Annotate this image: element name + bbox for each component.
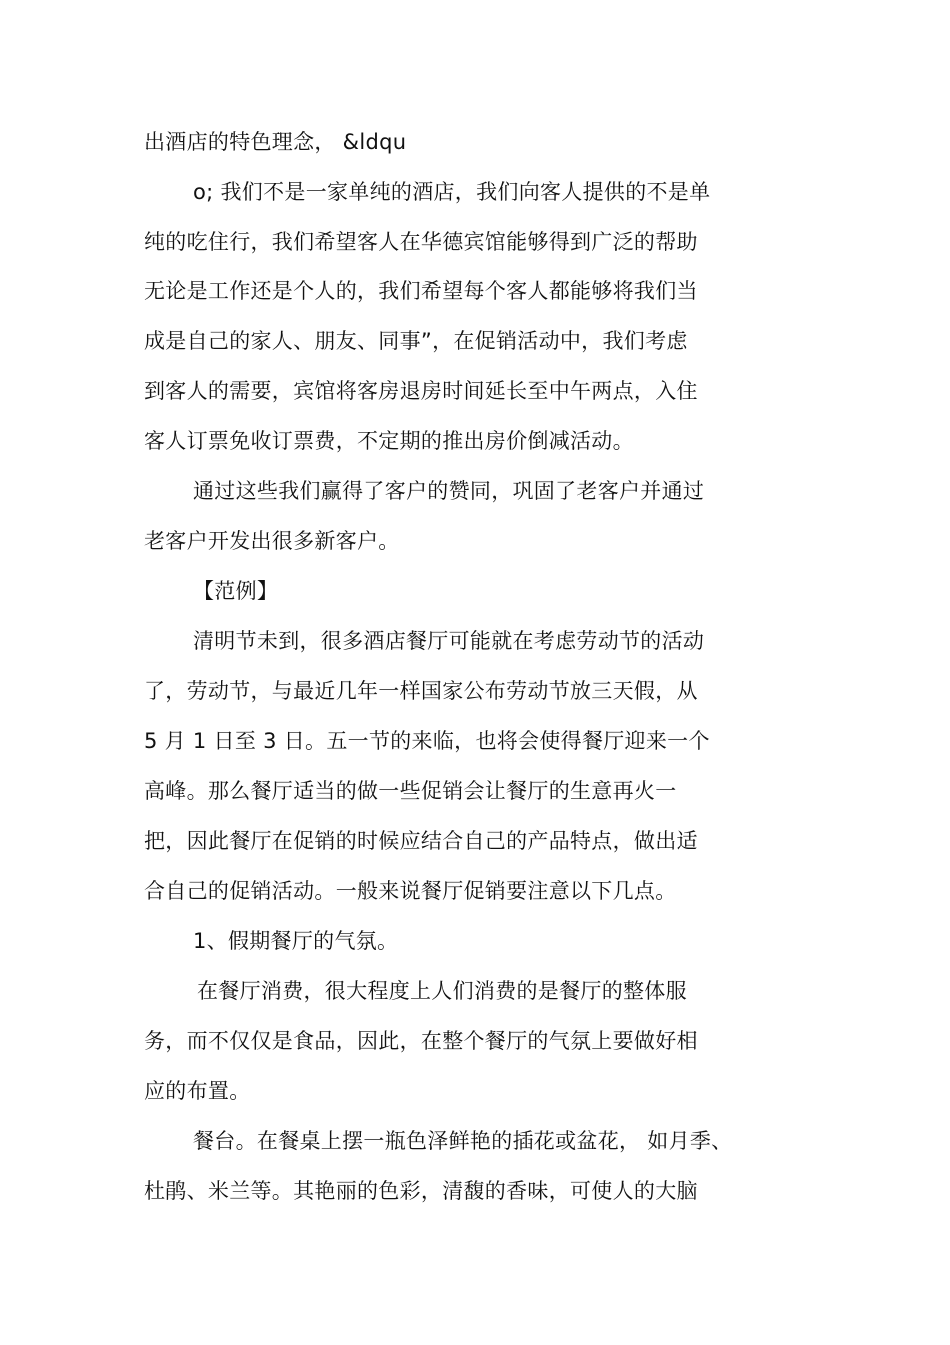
text-line: 老客户开发出很多新客户。 xyxy=(144,529,400,553)
text-line: 无论是工作还是个人的，我们希望每个客人都能够将我们当 xyxy=(144,279,698,303)
text-line: 杜鹃、米兰等。其艳丽的色彩，清馥的香味，可使人的大脑 xyxy=(144,1179,698,1203)
text-line: 成是自己的家人、朋友、同事”，在促销活动中，我们考虑 xyxy=(144,329,688,353)
text-line: 在餐厅消费，很大程度上人们消费的是餐厅的整体服 xyxy=(197,979,687,1003)
text-line: 清明节未到，很多酒店餐厅可能就在考虑劳动节的活动 xyxy=(193,629,705,653)
text-line: 客人订票免收订票费，不定期的推出房价倒减活动。 xyxy=(144,429,634,453)
text-line: 到客人的需要，宾馆将客房退房时间延长至中午两点，入住 xyxy=(144,379,698,403)
text-line: 高峰。那么餐厅适当的做一些促销会让餐厅的生意再火一 xyxy=(144,779,677,803)
text-line: o; 我们不是一家单纯的酒店，我们向客人提供的不是单 xyxy=(193,180,711,204)
text-line: 通过这些我们赢得了客户的赞同，巩固了老客户并通过 xyxy=(193,479,705,503)
text-line: 纯的吃住行，我们希望客人在华德宾馆能够得到广泛的帮助 xyxy=(144,230,698,254)
text-line: 了，劳动节，与最近几年一样国家公布劳动节放三天假，从 xyxy=(144,679,698,703)
text-line: 餐台。在餐桌上摆一瓶色泽鲜艳的插花或盆花， 如月季、 xyxy=(193,1129,733,1153)
text-line: 应的布置。 xyxy=(144,1079,251,1103)
section-heading: 【范例】 xyxy=(193,579,279,603)
text-line: 务，而不仅仅是食品，因此，在整个餐厅的气氛上要做好相 xyxy=(144,1029,698,1053)
list-item-heading: 1、假期餐厅的气氛。 xyxy=(193,929,399,953)
text-line: 5 月 1 日至 3 日。五一节的来临，也将会使得餐厅迎来一个 xyxy=(144,729,710,753)
text-line: 合自己的促销活动。一般来说餐厅促销要注意以下几点。 xyxy=(144,879,677,903)
text-line: 把，因此餐厅在促销的时候应结合自己的产品特点，做出适 xyxy=(144,829,698,853)
text-line: 出酒店的特色理念， &ldqu xyxy=(144,130,407,154)
